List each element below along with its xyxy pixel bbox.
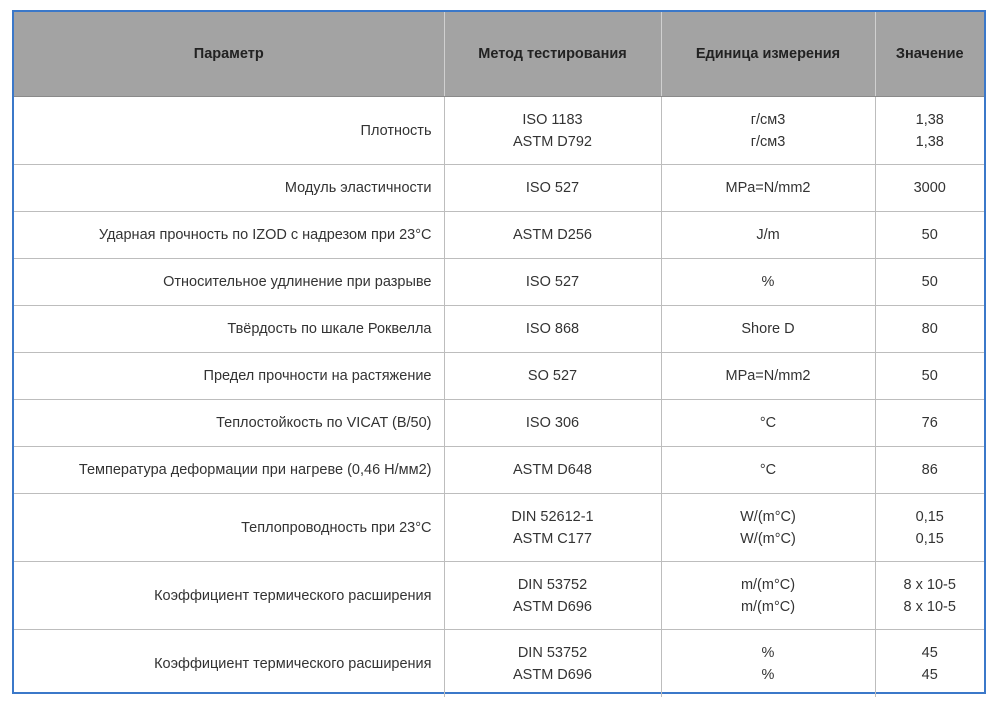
value-cell	[875, 630, 984, 698]
unit-cell-line: %	[761, 644, 775, 661]
test-method-cell-line: ASTM D792	[513, 133, 592, 150]
parameter-cell: Коэффициент термического расширения	[14, 630, 444, 698]
table-body	[14, 97, 984, 698]
value-cell-line: 45	[921, 644, 938, 661]
parameter-cell: Модуль эластичности	[14, 165, 444, 212]
unit-cell	[661, 212, 875, 259]
value-cell-line: 0,15	[915, 530, 944, 547]
value-cell-line: 50	[921, 368, 938, 384]
value-cell	[875, 306, 984, 353]
header-unit: Единица измерения	[661, 12, 875, 97]
unit-cell	[661, 97, 875, 165]
test-method-cell-line: ISO 1183	[522, 111, 583, 128]
value-cell-line: 45	[921, 666, 938, 683]
unit-cell	[661, 447, 875, 494]
unit-cell-line: MPa=N/mm2	[725, 180, 811, 196]
parameter-cell: Ударная прочность по IZOD с надрезом при 23°C	[14, 212, 444, 259]
test-method-cell-line: ISO 527	[525, 180, 580, 196]
value-cell-line: 76	[921, 415, 938, 431]
parameter-cell: Твёрдость по шкале Роквелла	[14, 306, 444, 353]
test-method-cell	[444, 400, 661, 447]
unit-cell-line: %	[761, 274, 775, 290]
value-cell-line: 8 x 10-5	[903, 598, 956, 615]
table-row	[14, 306, 984, 353]
value-cell	[875, 562, 984, 630]
test-method-cell-line: DIN 52612-1	[511, 508, 594, 525]
parameter-cell: Коэффициент термического расширения	[14, 562, 444, 630]
test-method-cell	[444, 494, 661, 562]
test-method-cell-line: ASTM D648	[513, 462, 592, 478]
unit-cell-line: Shore D	[741, 321, 795, 337]
table-row	[14, 447, 984, 494]
unit-cell-line: °C	[759, 415, 777, 431]
test-method-cell-line: ISO 306	[525, 415, 580, 431]
unit-cell	[661, 306, 875, 353]
value-cell	[875, 400, 984, 447]
unit-cell	[661, 562, 875, 630]
header-test-method: Метод тестирования	[444, 12, 661, 97]
test-method-cell-line: ASTM C177	[513, 530, 592, 547]
unit-cell-line: °C	[759, 462, 777, 478]
unit-cell-line: MPa=N/mm2	[725, 368, 811, 384]
value-cell	[875, 353, 984, 400]
table-row	[14, 494, 984, 562]
test-method-cell-line: DIN 53752	[517, 576, 588, 593]
unit-cell-line: m/(m°C)	[740, 598, 796, 615]
properties-table-frame	[12, 10, 986, 694]
table-header-row	[14, 12, 984, 97]
value-cell	[875, 447, 984, 494]
unit-cell-line: W/(m°C)	[740, 530, 796, 547]
table-row	[14, 562, 984, 630]
value-cell	[875, 165, 984, 212]
parameter-cell: Температура деформации при нагреве (0,46 Н/мм2)	[14, 447, 444, 494]
test-method-cell-line: ISO 868	[525, 321, 580, 337]
value-cell-line: 50	[921, 274, 938, 290]
value-cell-line: 0,15	[915, 508, 944, 525]
unit-cell	[661, 400, 875, 447]
header-value: Значение	[875, 12, 984, 97]
value-cell	[875, 97, 984, 165]
properties-table	[14, 12, 984, 697]
test-method-cell-line: ASTM D696	[513, 666, 592, 683]
value-cell-line: 80	[921, 321, 938, 337]
parameter-cell: Плотность	[14, 97, 444, 165]
unit-cell-line: г/см3	[750, 133, 786, 150]
value-cell-line: 50	[921, 227, 938, 243]
test-method-cell-line: DIN 53752	[517, 644, 588, 661]
test-method-cell	[444, 259, 661, 306]
unit-cell-line: J/m	[756, 227, 780, 243]
parameter-cell: Предел прочности на растяжение	[14, 353, 444, 400]
table-row	[14, 353, 984, 400]
unit-cell	[661, 165, 875, 212]
header-parameter: Параметр	[14, 12, 444, 97]
value-cell	[875, 212, 984, 259]
unit-cell-line: %	[761, 666, 775, 683]
value-cell-line: 1,38	[915, 111, 944, 128]
test-method-cell	[444, 165, 661, 212]
value-cell-line: 8 x 10-5	[903, 576, 956, 593]
value-cell-line: 86	[921, 462, 938, 478]
unit-cell-line: W/(m°C)	[740, 508, 796, 525]
table-row	[14, 97, 984, 165]
parameter-cell: Теплостойкость по VICAT (B/50)	[14, 400, 444, 447]
test-method-cell-line: SO 527	[527, 368, 578, 384]
test-method-cell	[444, 562, 661, 630]
table-row	[14, 165, 984, 212]
value-cell-line: 1,38	[915, 133, 944, 150]
unit-cell-line: m/(m°C)	[740, 576, 796, 593]
unit-cell	[661, 353, 875, 400]
table-row	[14, 630, 984, 698]
test-method-cell	[444, 447, 661, 494]
unit-cell	[661, 630, 875, 698]
value-cell-line: 3000	[913, 180, 946, 196]
test-method-cell-line: ISO 527	[525, 274, 580, 290]
test-method-cell	[444, 97, 661, 165]
unit-cell-line: г/см3	[750, 111, 786, 128]
test-method-cell-line: ASTM D696	[513, 598, 592, 615]
test-method-cell	[444, 630, 661, 698]
value-cell	[875, 494, 984, 562]
table-row	[14, 212, 984, 259]
parameter-cell: Теплопроводность при 23°C	[14, 494, 444, 562]
test-method-cell	[444, 306, 661, 353]
test-method-cell	[444, 212, 661, 259]
unit-cell	[661, 259, 875, 306]
table-row	[14, 259, 984, 306]
unit-cell	[661, 494, 875, 562]
test-method-cell-line: ASTM D256	[513, 227, 592, 243]
value-cell	[875, 259, 984, 306]
table-row	[14, 400, 984, 447]
test-method-cell	[444, 353, 661, 400]
parameter-cell: Относительное удлинение при разрыве	[14, 259, 444, 306]
